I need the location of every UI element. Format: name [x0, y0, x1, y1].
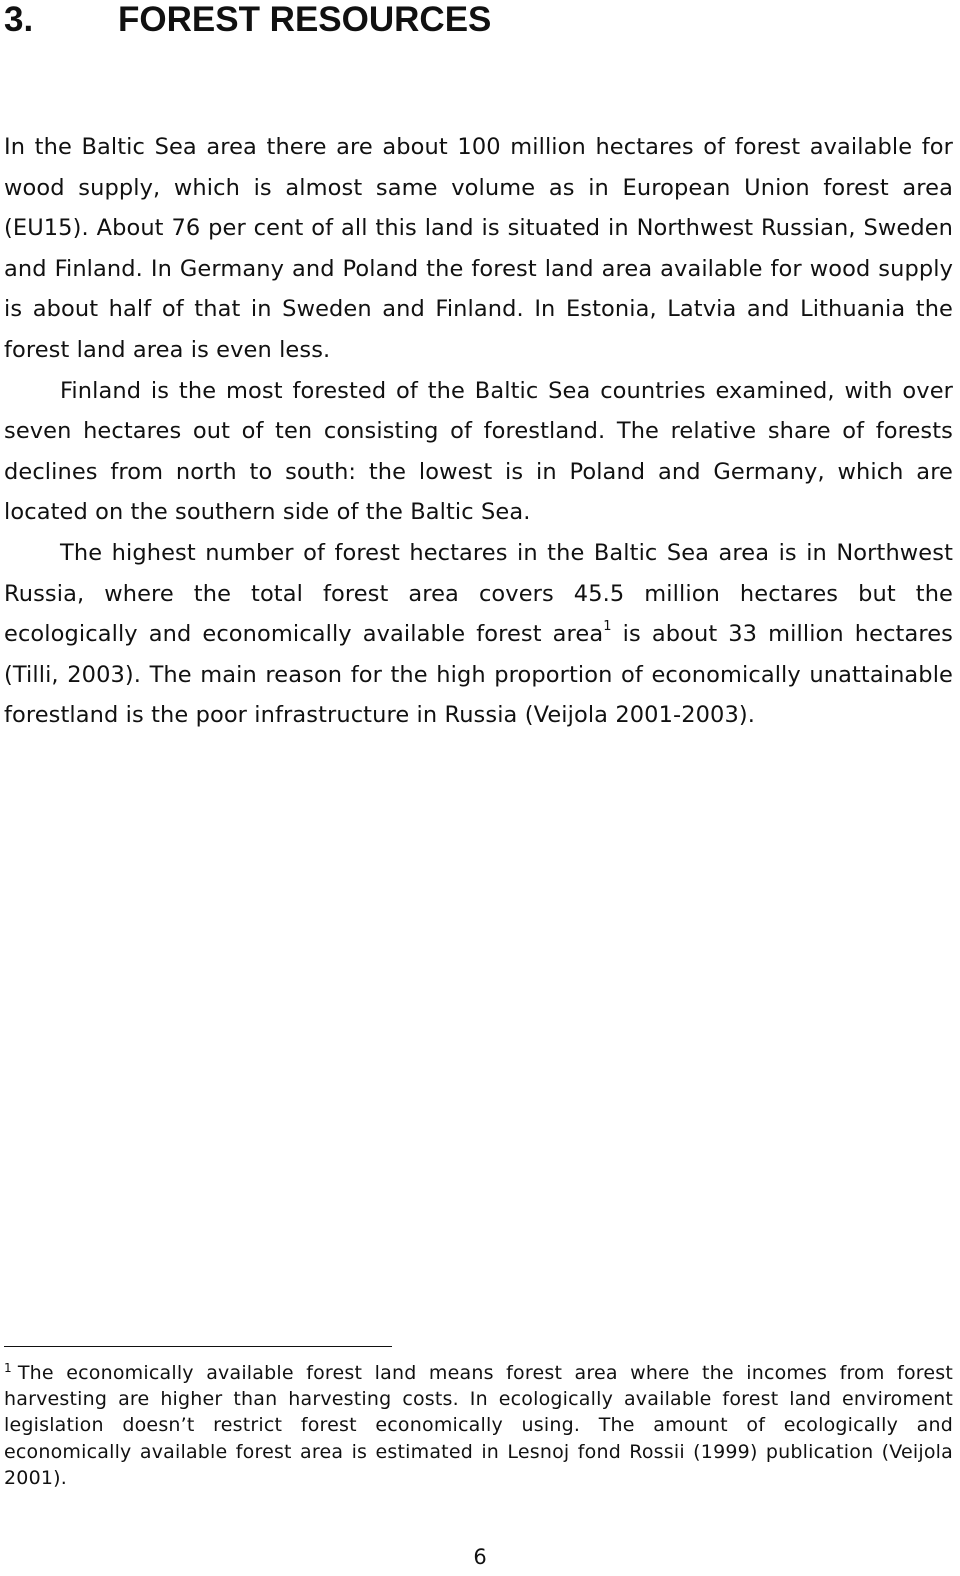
- page-number: 6: [473, 1545, 487, 1569]
- section-heading: [4, 0, 491, 40]
- footnote-text: The economically available forest land means forest area where the incomes from forest harvesting are higher than harvesting costs. In ecologically available forest land enviroment legislation doesn’t restrict forest economically using. The amount of ecologically and economically available forest area is estimated in Lesnoj fond Rossii (1999) publication (Veijola 2001).: [4, 1362, 953, 1489]
- main-text: [4, 127, 953, 736]
- paragraph-3-text-start: The highest number of forest hectares in the Baltic Sea area is in Northwest Russia, where the total forest area covers 45.5 million hectares but the ecologically and economically available forest area: [4, 539, 953, 648]
- footnote: [4, 1360, 953, 1491]
- footnote-reference: 1: [603, 619, 612, 635]
- paragraph-3-text-end: is about 33 million hectares (Tilli, 2003). The main reason for the high proportion of economically unattainable forestland is the poor infrastructure in Russia (Veijola 2001-2003).: [4, 621, 953, 729]
- paragraph-3: [4, 533, 953, 736]
- section-number: 3.: [4, 0, 34, 39]
- paragraph-1: In the Baltic Sea area there are about 100 million hectares of forest available for wood supply, which is almost same volume as in European Union forest area (EU15). About 76 per cent of all this land is situated in Northwest Russian, Sweden and Finland. In Germany and Poland the forest land area available for wood supply is about half of that in Sweden and Finland. In Estonia, Latvia and Lithuania the forest land area is even less.: [4, 134, 953, 363]
- paragraph-2: Finland is the most forested of the Baltic Sea countries examined, with over seven hectares out of ten consisting of forestland. The relative share of forests declines from north to south: the lowest is in Poland and Germany, which are located on the southern side of the Baltic Sea.: [4, 377, 953, 526]
- section-title: FOREST RESOURCES: [118, 0, 492, 39]
- footnote-separator: [4, 1346, 392, 1347]
- footnote-marker: 1: [4, 1361, 12, 1375]
